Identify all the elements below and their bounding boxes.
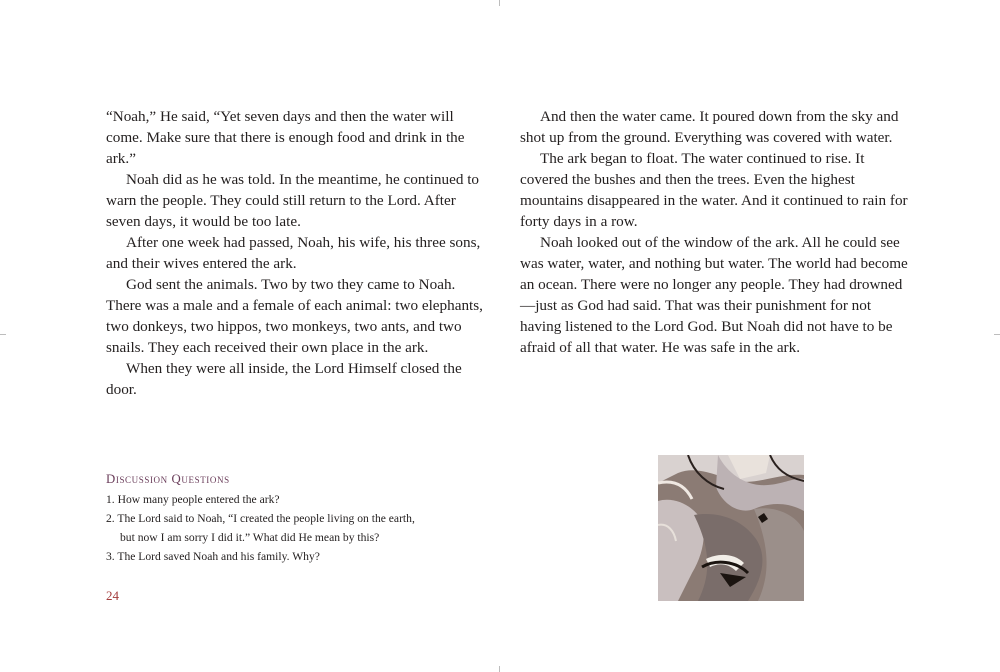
discussion-title: Discussion Questions [106, 472, 230, 486]
question-item: 2. The Lord said to Noah, “I created the people living on the earth, [106, 512, 415, 525]
paragraph: Noah looked out of the window of the ark. All he could see was water, water, and nothing but water. The world had become an ocean. There were no longer any people. They had drowned—just as God had said. That was their punishment for not having listened to the Lord God. But Noah did not have to be afraid of all that water. He was safe in the ark. [520, 234, 908, 356]
discussion-questions [106, 472, 466, 566]
right-text-column [520, 106, 912, 358]
paragraph: And then the water came. It poured down from the sky and shot up from the ground. Everything was covered with water. [520, 108, 899, 146]
paragraph: When they were all inside, the Lord Himself closed the door. [106, 360, 462, 398]
page-number: 24 [106, 588, 119, 603]
paragraph: Noah did as he was told. In the meantime, he continued to warn the people. They could still return to the Lord. After seven days, it would be too late. [106, 171, 480, 230]
question-list [106, 490, 466, 566]
crop-mark-left [0, 334, 6, 335]
crop-mark-right [994, 334, 1000, 335]
question-item: 3. The Lord saved Noah and his family. Why? [106, 550, 320, 563]
question-item: 1. How many people entered the ark? [106, 493, 280, 506]
paragraph: The ark began to float. The water continued to rise. It covered the bushes and then the trees. Even the highest mountains disappeared in the water. And it continued to rain for forty days in a row. [520, 150, 908, 230]
left-text-column [106, 106, 494, 400]
paragraph: God sent the animals. Two by two they came to Noah. There was a male and a female of each animal: two elephants, two donkeys, two hippos, two monkeys, two ants, and two snails. They each received their own place in the ark. [106, 276, 483, 356]
crop-mark-bottom [499, 666, 500, 672]
painting-image [658, 455, 804, 601]
crop-mark-top [499, 0, 500, 6]
paragraph: “Noah,” He said, “Yet seven days and then the water will come. Make sure that there is enough food and drink in the ark.” [106, 108, 465, 167]
paragraph: After one week had passed, Noah, his wife, his three sons, and their wives entered the ark. [106, 234, 481, 272]
painting-illustration [658, 455, 804, 601]
question-item-continued: but now I am sorry I did it.” What did He mean by this? [120, 531, 380, 544]
